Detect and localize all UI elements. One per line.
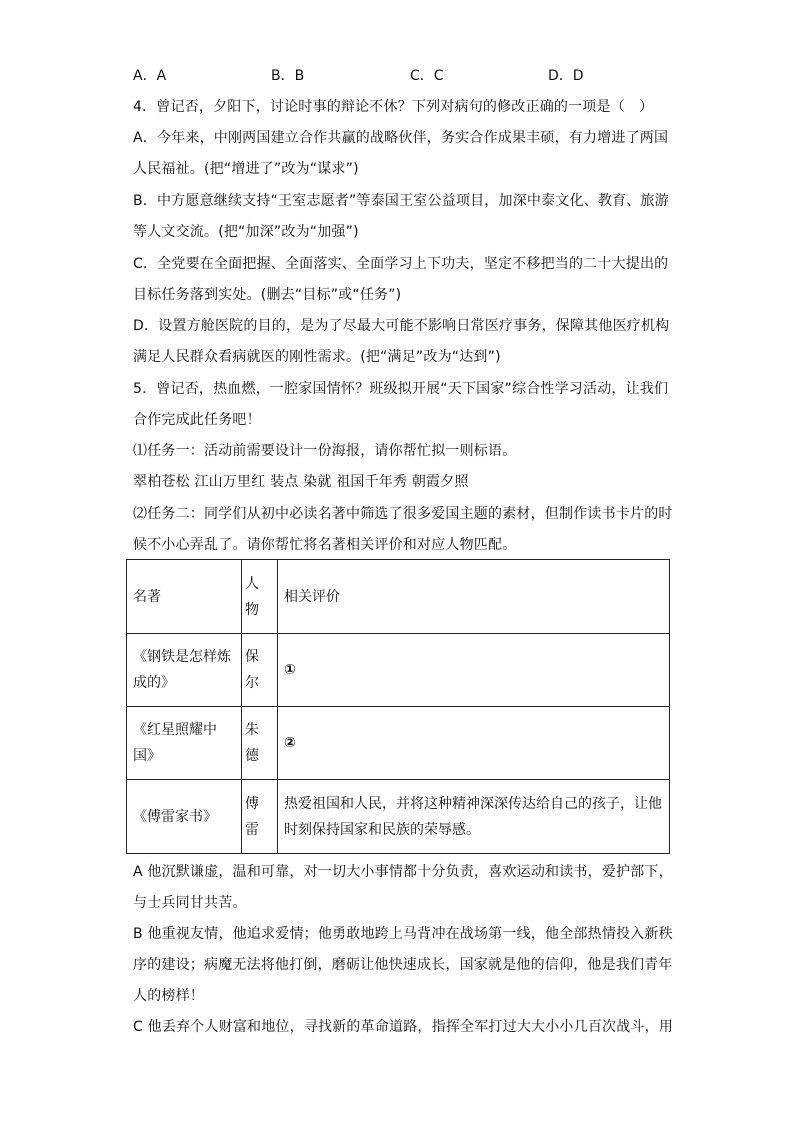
question-4-option-a: A．今年来，中刚两国建立合作共赢的战略伙伴，务实合作成果丰硕，有力增进了两国 (133, 130, 669, 146)
row-2-book-line-1: 《红星照耀中国》 (133, 722, 217, 764)
row-3-book (127, 780, 242, 854)
row-1-book (127, 634, 242, 707)
option-c: C．C (410, 68, 444, 84)
row-2-book (127, 707, 242, 780)
task-2-cont: 候不小心弄乱了。请你帮忙将名著相关评价和对应人物匹配。 (133, 537, 517, 553)
table-header-row (127, 560, 670, 634)
row-2-review (278, 707, 670, 780)
question-4-option-d: D．设置方舱医院的目的，是为了尽最大可能不影响日常医疗事务，保障其他医疗机构 (133, 318, 670, 334)
choice-b-cont-2: 人的榜样！ (133, 988, 204, 1004)
row-3-review-line-2: 时刻保持国家和民族的荣辱感。 (284, 821, 480, 838)
header-book: 名著 (127, 560, 242, 634)
question-4-option-c: C．全党要在全面把握、全面落实、全面学习上下功夫，坚定不移把当的二十大提出的 (133, 256, 669, 272)
row-1-person-char-1: 保 (245, 649, 259, 665)
task-1-words: 翠柏苍松 江山万里红 装点 染就 祖国千年秀 朝霞夕照 (133, 474, 469, 490)
row-3-review-line-1: 热爱祖国和人民，并将这种精神深深传达给自己的孩子，让他 (284, 795, 662, 812)
question-4-stem: 4．曾记否，夕阳下，讨论时事的辩论不休？下列对病句的修改正确的一项是（ ） (133, 99, 654, 115)
task-1: ⑴任务一：活动前需要设计一份海报，请你帮忙拟一则标语。 (133, 443, 517, 459)
row-3-person-char-2: 雷 (245, 821, 259, 838)
table-row (127, 707, 670, 780)
row-3-book-line-1: 《傅雷家书》 (133, 808, 217, 825)
choice-b-cont-1: 序的建设；病魔无法将他打倒，磨砺让他快速成长，国家就是他的信仰，他是我们青年 (133, 957, 673, 973)
choice-c: C 他丢弃个人财富和地位，寻找新的革命道路，指挥全军打过大大小小几百次战斗，用 (133, 1019, 674, 1035)
row-2-person (242, 707, 278, 780)
row-1-person (242, 634, 278, 707)
row-3-person-char-1: 傅 (245, 795, 259, 812)
option-a: A．A (133, 68, 167, 84)
header-person-char-2: 物 (245, 601, 259, 618)
question-4-option-a-cont: 人民福祉。(把“增进了”改为“谋求”) (133, 161, 359, 177)
row-2-review-blank: ② (284, 735, 296, 751)
question-4-option-b: B．中方愿意继续支持“王室志愿者”等泰国王室公益项目，加深中泰文化、教育、旅游 (133, 193, 669, 209)
table-row (127, 780, 670, 854)
row-1-book-line-1: 《钢铁是怎样炼 (133, 649, 231, 665)
row-3-person (242, 780, 278, 854)
header-person-char-1: 人 (245, 575, 259, 592)
option-d: D．D (548, 68, 584, 84)
option-b: B．B (271, 68, 305, 84)
task-2: ⑵任务二：同学们从初中必读名著中筛选了很多爱国主题的素材，但制作读书卡片的时 (133, 506, 673, 522)
choice-a: A 他沉默谦虚，温和可靠，对一切大小事情都十分负责，喜欢运动和读书，爱护部下， (133, 864, 673, 880)
question-5-stem-cont: 合作完成此任务吧！ (133, 412, 261, 428)
question-5-stem: 5．曾记否，热血燃，一腔家国情怀？班级拟开展“天下国家”综合性学习活动，让我们 (133, 381, 669, 397)
row-2-person-char-2: 德 (245, 748, 259, 764)
choice-a-cont: 与士兵同甘共苦。 (133, 895, 247, 911)
row-1-review (278, 634, 670, 707)
row-1-book-line-2: 成的》 (133, 675, 175, 691)
question-4-option-d-cont: 满足人民群众看病就医的刚性需求。(把“满足”改为“达到”) (133, 349, 501, 365)
header-review: 相关评价 (278, 560, 670, 634)
question-4-option-c-cont: 目标任务落到实处。(删去“目标”或“任务”) (133, 287, 402, 303)
row-2-person-char-1: 朱 (245, 722, 259, 738)
row-1-person-char-2: 尔 (245, 675, 259, 691)
row-1-review-blank: ① (284, 662, 296, 678)
question-4-option-b-cont: 等人文交流。(把“加深”改为“加强”) (133, 224, 359, 240)
header-person (242, 560, 278, 634)
choice-b: B 他重视友情，他追求爱情；他勇敢地跨上马背冲在战场第一线，他全部热情投入新秩 (133, 926, 673, 942)
table-row (127, 634, 670, 707)
matching-table (126, 559, 670, 854)
row-3-review (278, 780, 670, 854)
